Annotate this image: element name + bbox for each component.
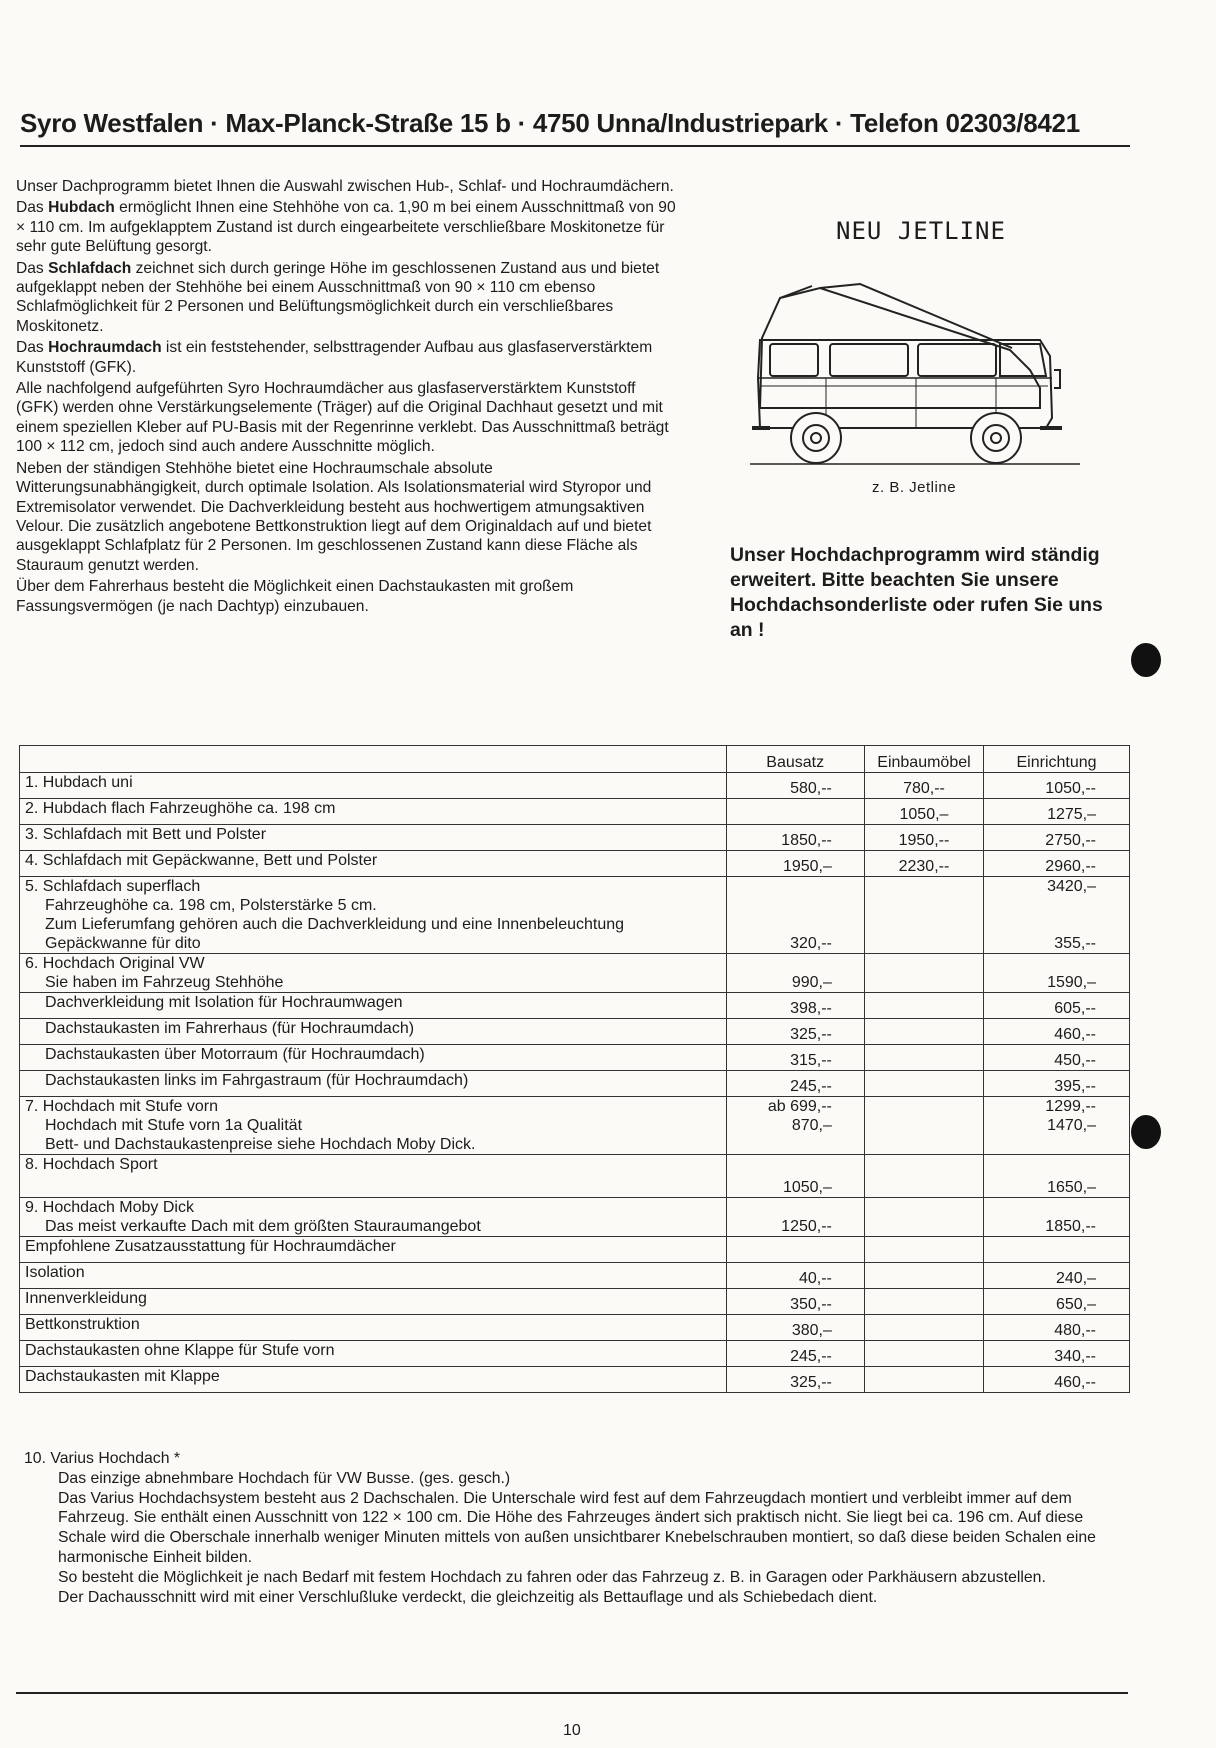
price-table (19, 745, 1130, 1393)
price-bausatz: 380,– (726, 1315, 864, 1341)
row-description: 9. Hochdach Moby Dick Das meist verkaufte Dach mit dem größten Stauraumangebot (20, 1198, 727, 1237)
price-einrichtung: 2960,-- (984, 851, 1130, 877)
price-einbaumoebel: 1950,-- (864, 825, 983, 851)
table-header-einrichtung: Einrichtung (984, 746, 1130, 773)
row-description: 4. Schlafdach mit Gepäckwanne, Bett und Polster (20, 851, 727, 877)
table-row (20, 1341, 1130, 1367)
row-description: Dachstaukasten ohne Klappe für Stufe vorn (20, 1341, 727, 1367)
price-einrichtung: 1275,– (984, 799, 1130, 825)
price-einrichtung: 480,-- (984, 1315, 1130, 1341)
row-description: Dachstaukasten mit Klappe (20, 1367, 727, 1393)
price-einbaumoebel (864, 1097, 983, 1155)
price-einbaumoebel: 1050,– (864, 799, 983, 825)
table-row (20, 825, 1130, 851)
varius-line: Der Dachausschnitt wird mit einer Verschlußluke verdeckt, die gleichzeitig als Bettauflage und als Schiebedach dient. (58, 1588, 878, 1606)
intro-paragraph: Das Schlafdach zeichnet sich durch geringe Höhe im geschlossenen Zustand aus und bietet aufgeklappt neben der Stehhöhe bei einem Ausschnittmaß von 90 × 110 cm ebenso Schlafmöglichkeit für 2 Personen und Belüftungsmöglichkeit durch ein verschließbares Moskitonetz. (16, 259, 660, 335)
table-row (20, 1071, 1130, 1097)
van-illustration (750, 278, 1082, 470)
row-description: 5. Schlafdach superflach Fahrzeughöhe ca. 198 cm, Polsterstärke 5 cm. Zum Lieferumfang gehören auch die Dachverkleidung und eine Innenbeleuchtung Gepäckwanne für dito (20, 877, 727, 954)
varius-body (24, 1469, 1134, 1608)
intro-paragraph: Alle nachfolgend aufgeführten Syro Hochraumdächer aus glasfaserverstärktem Kunststoff (GFK) werden ohne Verstärkungselemente (Träger) auf die Original Dachhaut gesetzt und mit einem speziellen Kleber auf PU-Basis mit der Regenrinne verklebt. Das Ausschnittmaß beträgt 100 × 112 cm, jedoch sind auch andere Ausschnitte möglich. (16, 380, 669, 456)
table-row (20, 799, 1130, 825)
price-bausatz: 40,-- (726, 1263, 864, 1289)
row-description: 3. Schlafdach mit Bett und Polster (20, 825, 727, 851)
price-bausatz: ab 699,-- 870,– (726, 1097, 864, 1155)
price-einrichtung: 1650,– (984, 1155, 1130, 1198)
table-row (20, 1155, 1130, 1198)
price-bausatz: 325,-- (726, 1367, 864, 1393)
notice-text: Unser Hochdachprogramm wird ständig erweitert. Bitte beachten Sie unsere Hochdachsonderliste oder rufen Sie uns an ! (730, 544, 1103, 641)
price-bausatz: 1050,– (726, 1155, 864, 1198)
row-description: Dachstaukasten im Fahrerhaus (für Hochraumdach) (20, 1019, 727, 1045)
table-row (20, 1097, 1130, 1155)
table-row (20, 993, 1130, 1019)
row-description: Dachstaukasten über Motorraum (für Hochraumdach) (20, 1045, 727, 1071)
varius-line: Das Varius Hochdachsystem besteht aus 2 Dachschalen. Die Unterschale wird fest auf dem Fahrzeugdach montiert und verbleibt immer auf dem Fahrzeug. Sie enthält einen Ausschnitt von 122 × 100 cm. Die Höhe des Fahrzeuges ändert sich praktisch nicht. Sie liegt bei ca. 196 cm. Auf diese Schale wird die Oberschale innerhalb weniger Minuten mittels von außen unsichtbarer Knebelschrauben montiert, so daß diese beiden Schalen eine harmonische Einheit bilden. (58, 1489, 1096, 1566)
table-header-einbaumoebel: Einbaumöbel (864, 746, 983, 773)
price-bausatz: 325,-- (726, 1019, 864, 1045)
price-bausatz: 350,-- (726, 1289, 864, 1315)
price-einrichtung: 1299,-- 1470,– (984, 1097, 1130, 1155)
price-einrichtung: 3420,– 355,-- (984, 877, 1130, 954)
footer-rule (16, 1692, 1128, 1694)
price-einrichtung: 1050,-- (984, 773, 1130, 799)
price-bausatz (726, 799, 864, 825)
intro-paragraph: Unser Dachprogramm bietet Ihnen die Auswahl zwischen Hub-, Schlaf- und Hochraumdächern. (16, 178, 674, 195)
row-description: Innenverkleidung (20, 1289, 727, 1315)
price-einbaumoebel (864, 954, 983, 993)
price-einbaumoebel (864, 877, 983, 954)
price-einbaumoebel: 780,-- (864, 773, 983, 799)
price-einrichtung: 395,-- (984, 1071, 1130, 1097)
price-einrichtung: 340,-- (984, 1341, 1130, 1367)
price-einrichtung: 460,-- (984, 1019, 1130, 1045)
price-bausatz: 398,-- (726, 993, 864, 1019)
price-einrichtung: 460,-- (984, 1367, 1130, 1393)
row-description: Bettkonstruktion (20, 1315, 727, 1341)
table-row (20, 1315, 1130, 1341)
varius-title: 10. Varius Hochdach * (24, 1450, 181, 1467)
price-einbaumoebel (864, 1367, 983, 1393)
row-description: 6. Hochdach Original VW Sie haben im Fahrzeug Stehhöhe (20, 954, 727, 993)
price-einrichtung: 240,– (984, 1263, 1130, 1289)
price-einbaumoebel (864, 1071, 983, 1097)
price-einrichtung: 450,-- (984, 1045, 1130, 1071)
price-einbaumoebel (864, 1045, 983, 1071)
row-description: 1. Hubdach uni (20, 773, 727, 799)
varius-line: So besteht die Möglichkeit je nach Bedarf mit festem Hochdach zu fahren oder das Fahrzeug z. B. in Garagen oder Parkhäusern abzustellen. (58, 1568, 1046, 1586)
table-row (20, 1237, 1130, 1263)
price-bausatz: 245,-- (726, 1071, 864, 1097)
table-row (20, 1045, 1130, 1071)
table-header-bausatz: Bausatz (726, 746, 864, 773)
row-description: Dachstaukasten links im Fahrgastraum (für Hochraumdach) (20, 1071, 727, 1097)
price-einbaumoebel (864, 1289, 983, 1315)
price-einbaumoebel (864, 1315, 983, 1341)
price-bausatz: 320,-- (726, 877, 864, 954)
row-description: Empfohlene Zusatzausstattung für Hochraumdächer (20, 1237, 727, 1263)
price-einrichtung: 2750,-- (984, 825, 1130, 851)
price-einbaumoebel (864, 993, 983, 1019)
punch-hole-bottom (1131, 1115, 1161, 1149)
table-row (20, 1367, 1130, 1393)
price-einbaumoebel (864, 1341, 983, 1367)
table-row (20, 1289, 1130, 1315)
varius-section (24, 1449, 1134, 1607)
page-header: Syro Westfalen · Max-Planck-Straße 15 b · 4750 Unna/Industriepark · Telefon 02303/8421 (20, 108, 1130, 147)
row-description: 7. Hochdach mit Stufe vorn Hochdach mit Stufe vorn 1a Qualität Bett- und Dachstaukastenpreise siehe Hochdach Moby Dick. (20, 1097, 727, 1155)
varius-line: Das einzige abnehmbare Hochdach für VW Busse. (ges. gesch.) (58, 1469, 511, 1487)
table-row (20, 1198, 1130, 1237)
price-bausatz: 245,-- (726, 1341, 864, 1367)
price-einrichtung: 605,-- (984, 993, 1130, 1019)
price-einrichtung (984, 1237, 1130, 1263)
price-bausatz (726, 1237, 864, 1263)
price-bausatz: 1250,-- (726, 1198, 864, 1237)
price-einrichtung: 1850,-- (984, 1198, 1130, 1237)
price-bausatz: 315,-- (726, 1045, 864, 1071)
price-bausatz: 1850,-- (726, 825, 864, 851)
table-row (20, 1263, 1130, 1289)
intro-text (16, 177, 676, 618)
table-header-description (20, 746, 727, 773)
intro-paragraph: Über dem Fahrerhaus besteht die Möglichkeit einen Dachstaukasten mit großem Fassungsvermögen (je nach Dachtyp) einzubauen. (16, 578, 574, 615)
row-description: 8. Hochdach Sport (20, 1155, 727, 1198)
table-row (20, 877, 1130, 954)
price-bausatz: 1950,– (726, 851, 864, 877)
price-einbaumoebel: 2230,-- (864, 851, 983, 877)
row-description: 2. Hubdach flach Fahrzeughöhe ca. 198 cm (20, 799, 727, 825)
intro-paragraph: Das Hubdach ermöglicht Ihnen eine Stehhöhe von ca. 1,90 m bei einem Ausschnittmaß von 90 × 110 cm. Im aufgeklapptem Zustand ist durch eingearbeitete verschließbare Moskitonetze für sehr gute Belüftung gesorgt. (16, 199, 676, 256)
table-row (20, 1019, 1130, 1045)
table-row (20, 954, 1130, 993)
image-caption: z. B. Jetline (872, 479, 957, 496)
price-einbaumoebel (864, 1198, 983, 1237)
price-einbaumoebel (864, 1263, 983, 1289)
price-einbaumoebel (864, 1019, 983, 1045)
price-einbaumoebel (864, 1155, 983, 1198)
punch-hole-top (1131, 643, 1161, 677)
price-einrichtung: 1590,– (984, 954, 1130, 993)
price-einbaumoebel (864, 1237, 983, 1263)
price-bausatz: 990,– (726, 954, 864, 993)
price-bausatz: 580,-- (726, 773, 864, 799)
price-einrichtung: 650,– (984, 1289, 1130, 1315)
intro-paragraph: Das Hochraumdach ist ein feststehender, selbsttragender Aufbau aus glasfaserverstärktem Kunststoff (GFK). (16, 339, 653, 376)
table-row (20, 851, 1130, 877)
table-row (20, 773, 1130, 799)
page-number: 10 (563, 1722, 581, 1739)
new-product-label: NEU JETLINE (836, 217, 1006, 245)
row-description: Isolation (20, 1263, 727, 1289)
row-description: Dachverkleidung mit Isolation für Hochraumwagen (20, 993, 727, 1019)
intro-paragraph: Neben der ständigen Stehhöhe bietet eine Hochraumschale absolute Witterungsunabhängigkeit, durch optimale Isolation. Als Isolationsmaterial wird Styropor und Extremisolator verwendet. Die Dachverkleidung besteht aus hochwertigem atmungsaktiven Velour. Die zusätzlich angebotene Bettkonstruktion liegt auf dem Originaldach auf und bietet ausgeklappt Schlafplatz für 2 Personen. Im geschlossenen Zustand kann diese Fläche als Stauraum genutzt werden. (16, 459, 652, 574)
